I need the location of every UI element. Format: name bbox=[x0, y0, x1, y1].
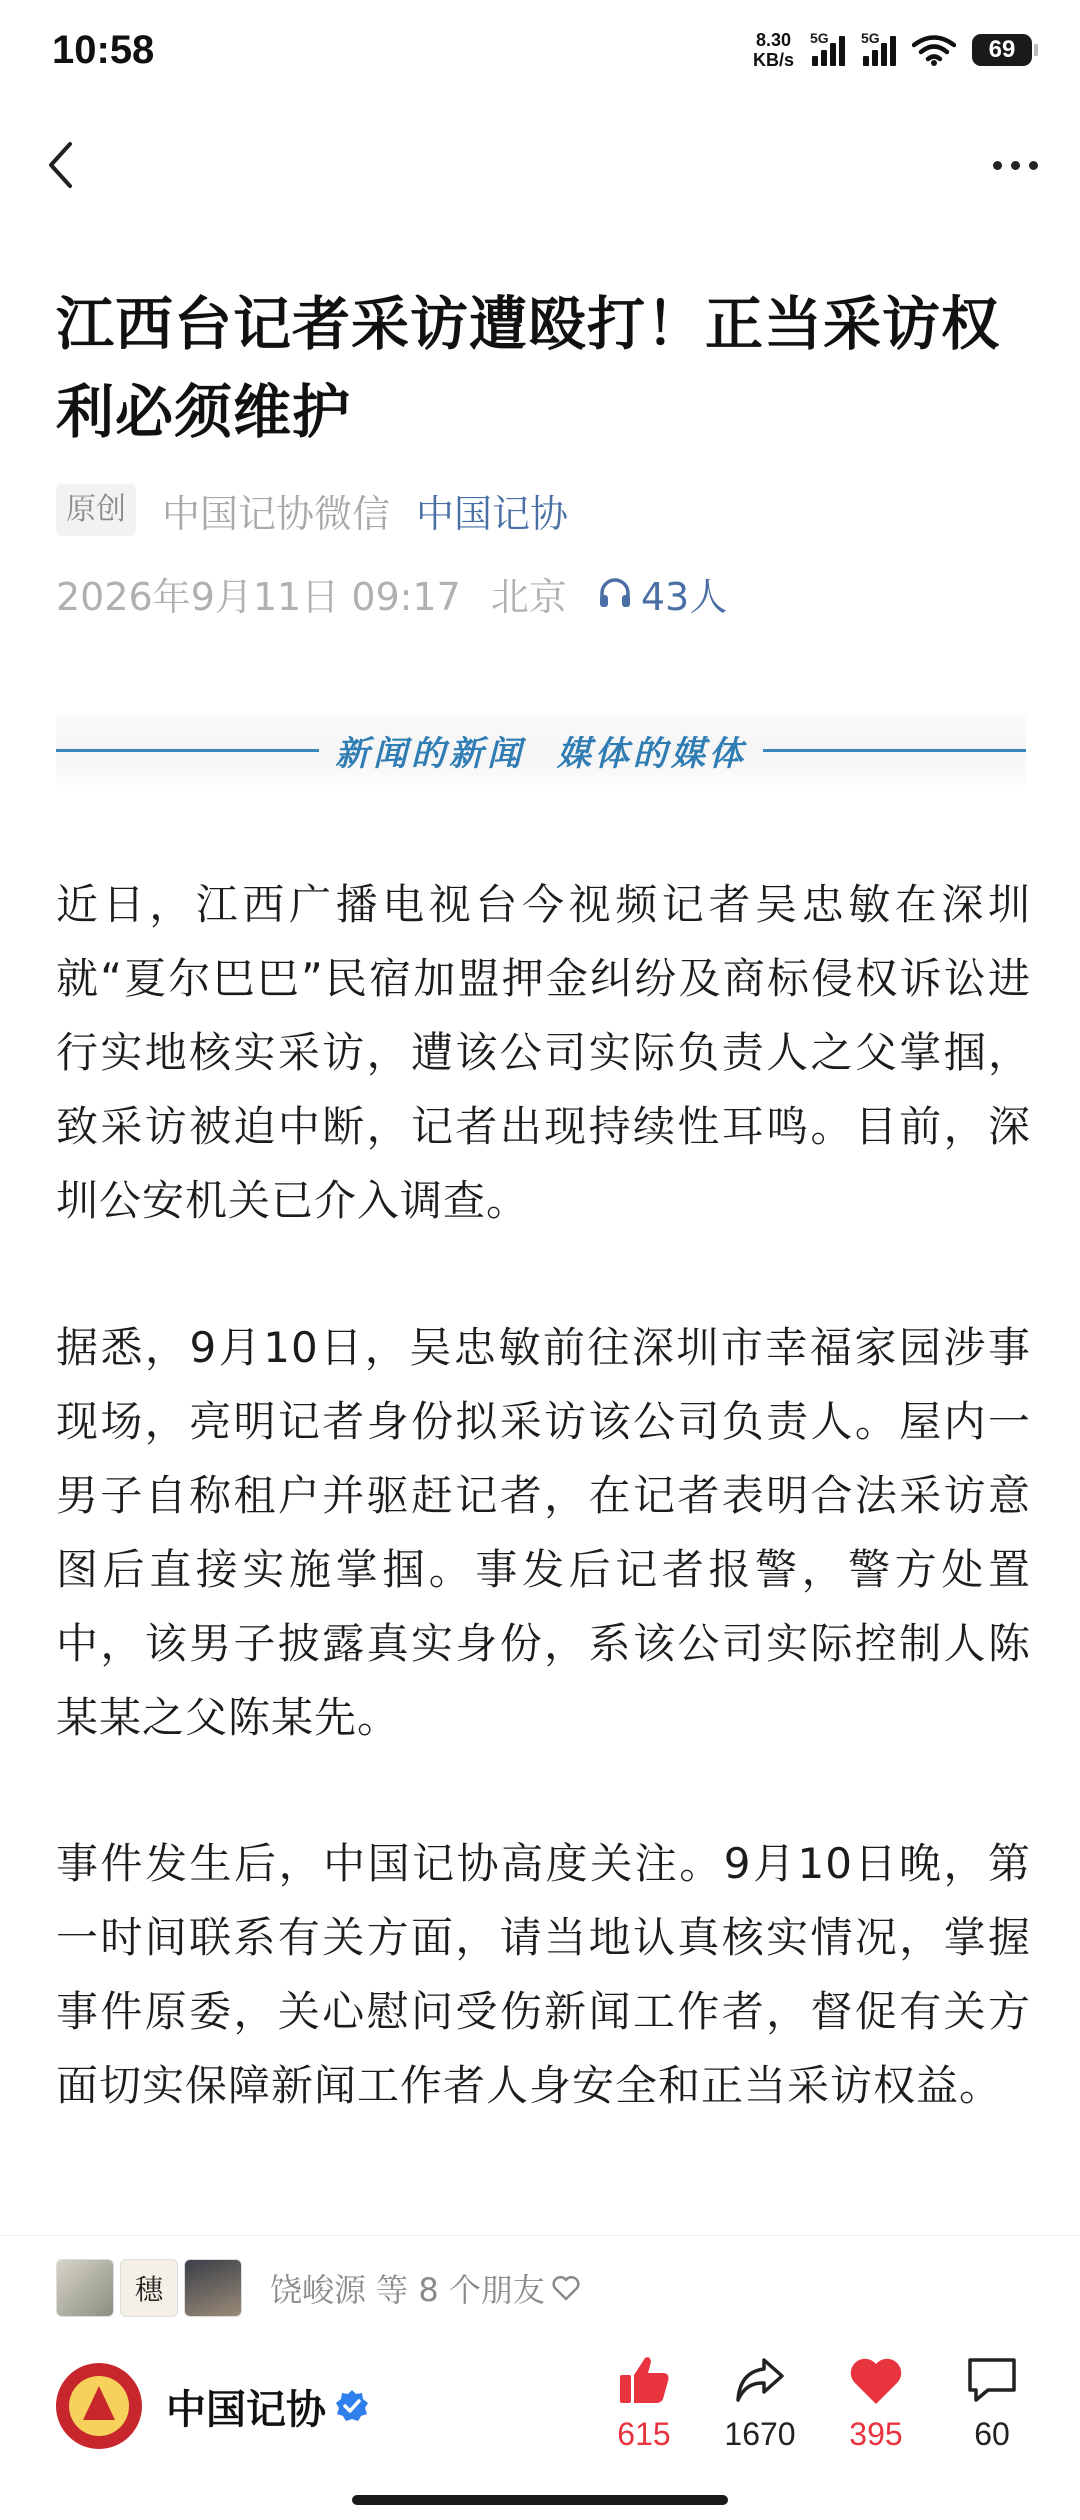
thumbs-up-icon bbox=[614, 2350, 674, 2410]
headphones-icon bbox=[597, 575, 633, 611]
friend-avatar bbox=[56, 2259, 114, 2317]
signal-icon bbox=[861, 30, 896, 66]
friends-liked-text bbox=[270, 2265, 581, 2311]
listener-count: 43人 bbox=[640, 574, 728, 619]
battery-icon: 69 bbox=[972, 34, 1032, 66]
article-paragraph: 近日，江西广播电视台今视频记者吴忠敏在深圳就“夏尔巴巴”民宿加盟押金纠纷及商标侵权诉讼进行实地核实采访，遭该公司实际负责人之父掌掴，致采访被迫中断，记者出现持续性耳鸣。目前，深圳公安机关已介入调查。 bbox=[56, 880, 1031, 1225]
signal-bar bbox=[839, 36, 845, 66]
banner-line bbox=[56, 749, 319, 752]
wifi-icon bbox=[912, 34, 956, 66]
friends-liked-row[interactable] bbox=[56, 2258, 581, 2318]
comment-count: 60 bbox=[974, 2416, 1010, 2452]
article-title: 江西台记者采访遭殴打！正当采访权利必须维护 bbox=[56, 290, 1001, 446]
status-time: 10:58 bbox=[52, 27, 155, 72]
banner-line bbox=[763, 749, 1026, 752]
back-button[interactable] bbox=[30, 135, 90, 195]
signal-type-label: 5G bbox=[810, 30, 829, 46]
article-date-row bbox=[56, 565, 727, 621]
home-indicator[interactable] bbox=[352, 2495, 728, 2505]
banner-text: 新闻的新闻 媒体的媒体 bbox=[335, 733, 747, 774]
more-dots-icon bbox=[993, 161, 1002, 170]
signal-bar bbox=[872, 50, 878, 66]
like-count: 615 bbox=[617, 2416, 671, 2452]
more-button[interactable] bbox=[980, 135, 1050, 195]
share-count: 1670 bbox=[724, 2416, 796, 2452]
status-icons bbox=[753, 30, 1032, 70]
publish-location: 北京 bbox=[490, 574, 567, 619]
chevron-left-icon bbox=[45, 140, 75, 190]
nav-bar bbox=[0, 110, 1080, 220]
favorite-button[interactable] bbox=[818, 2336, 934, 2486]
more-dots-icon bbox=[1011, 161, 1020, 170]
friend-avatar bbox=[184, 2259, 242, 2317]
network-speed-unit: KB/s bbox=[752, 50, 794, 70]
account-name[interactable]: 中国记协 bbox=[166, 2386, 326, 2433]
friends-liked-label: 饶峻源 等 8 个朋友 bbox=[270, 2271, 545, 2309]
signal-bar bbox=[890, 36, 896, 66]
account-row[interactable] bbox=[56, 2356, 370, 2456]
article-paragraph: 事件发生后，中国记协高度关注。9月10日晚，第一时间联系有关方面，请当地认真核实情况，掌握事件原委，关心慰问受伤新闻工作者，督促有关方面切实保障新闻工作者人身安全和正当采访权益。 bbox=[56, 1839, 1031, 2110]
listen-button[interactable] bbox=[597, 566, 727, 621]
verified-badge-icon bbox=[334, 2388, 370, 2424]
comment-icon bbox=[962, 2350, 1022, 2410]
publish-date: 2026年9月11日 09:17 bbox=[56, 574, 461, 619]
like-button[interactable] bbox=[586, 2336, 702, 2486]
share-button[interactable] bbox=[702, 2336, 818, 2486]
heart-outline-icon bbox=[551, 2273, 581, 2303]
comment-button[interactable] bbox=[934, 2336, 1050, 2486]
signal-icon bbox=[810, 30, 845, 66]
article-meta bbox=[56, 482, 568, 538]
bottom-action-bar bbox=[0, 2235, 1080, 2520]
action-buttons bbox=[586, 2336, 1050, 2486]
header-banner bbox=[56, 715, 1026, 785]
status-bar bbox=[0, 0, 1080, 100]
network-speed bbox=[753, 30, 794, 70]
article-paragraph: 据悉，9月10日，吴忠敏前往深圳市幸福家园涉事现场，亮明记者身份拟采访该公司负责人。屋内一男子自称租户并驱赶记者，在记者表明合法采访意图后直接实施掌掴。事发后记者报警，警方处置中，该男子披露真实身份，系该公司实际控制人陈某某之父陈某先。 bbox=[56, 1323, 1031, 1742]
article-source: 中国记协微信 bbox=[162, 491, 391, 536]
account-link[interactable]: 中国记协 bbox=[416, 491, 569, 536]
heart-icon bbox=[846, 2350, 906, 2410]
more-dots-icon bbox=[1029, 161, 1038, 170]
signal-bar bbox=[830, 43, 836, 66]
signal-type-label: 5G bbox=[861, 30, 880, 46]
signal-bar bbox=[821, 50, 827, 66]
friend-avatar: 穗 bbox=[120, 2259, 178, 2317]
signal-bar bbox=[863, 56, 869, 66]
share-icon bbox=[730, 2350, 790, 2410]
signal-bar bbox=[812, 56, 818, 66]
network-speed-value: 8.30 bbox=[755, 30, 792, 50]
account-avatar[interactable] bbox=[56, 2363, 142, 2449]
original-badge: 原创 bbox=[56, 484, 136, 536]
favorite-count: 395 bbox=[849, 2416, 903, 2452]
signal-bar bbox=[881, 43, 887, 66]
